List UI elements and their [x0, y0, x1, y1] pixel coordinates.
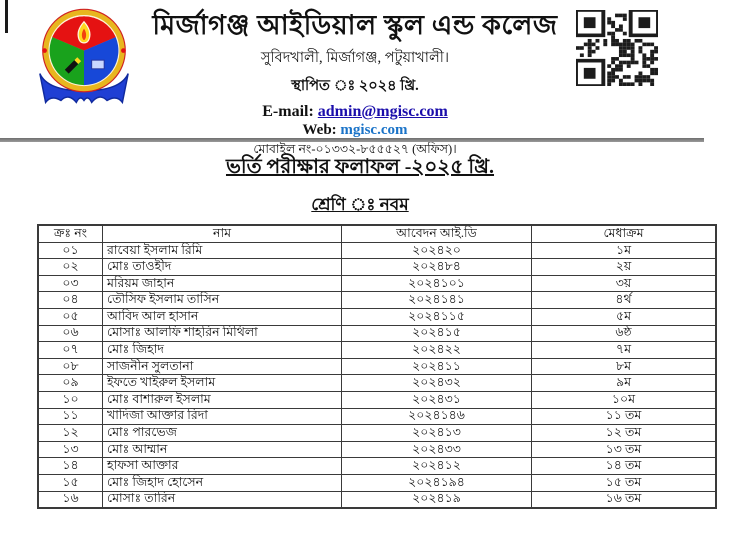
name-cell: মরিয়ম জাহান: [103, 275, 342, 292]
table-row: [38, 408, 716, 425]
serial-cell: ০৫: [38, 308, 103, 325]
header-name: নাম: [103, 225, 342, 242]
serial-cell: ০২: [38, 259, 103, 276]
merit-cell: ৭ম: [532, 342, 717, 359]
merit-cell: ১৩ তম: [532, 441, 717, 458]
serial-cell: ১৩: [38, 441, 103, 458]
serial-cell: ১৫: [38, 474, 103, 491]
serial-cell: ০৪: [38, 292, 103, 309]
table-row: [38, 425, 716, 442]
merit-cell: ৩য়: [532, 275, 717, 292]
serial-cell: ১৬: [38, 491, 103, 508]
result-title: ভর্তি পরীক্ষার ফলাফল -২০২৫ খ্রি.: [225, 156, 495, 178]
application-id-cell: ২০২৪১৯: [342, 491, 532, 508]
table-row: [38, 342, 716, 359]
application-id-cell: ২০২৪৩৩: [342, 441, 532, 458]
name-cell: মোঃ তাওহীদ: [103, 259, 342, 276]
application-id-cell: ২০২৪১১: [342, 358, 532, 375]
application-id-cell: ২০২৪১৪৬: [342, 408, 532, 425]
application-id-cell: ২০২৪৩১: [342, 391, 532, 408]
name-cell: খাদিজা আক্তার রিদা: [103, 408, 342, 425]
table-row: [38, 325, 716, 342]
name-cell: মোঃ পারভেজ: [103, 425, 342, 442]
name-cell: মোসাঃ তারিন: [103, 491, 342, 508]
results-table-body: [38, 242, 716, 508]
header-divider: [0, 138, 704, 142]
qr-code-icon: [576, 10, 658, 86]
application-id-cell: ২০২৪১৪১: [342, 292, 532, 309]
header-merit: মেধাক্রম: [532, 225, 717, 242]
name-cell: ইফতে খাইরুল ইসলাম: [103, 375, 342, 392]
web-line: [105, 122, 605, 139]
serial-cell: ০৯: [38, 375, 103, 392]
merit-cell: ১২ তম: [532, 425, 717, 442]
emblem-star-left: [42, 48, 47, 53]
name-cell: রাবেয়া ইসলাম রিমি: [103, 242, 342, 259]
merit-cell: ১১ তম: [532, 408, 717, 425]
name-cell: আবিদ আল হাসান: [103, 308, 342, 325]
mobile-line: মোবাইল নং-০১৩৩২-৮৫৫৫২৭ (অফিস)।: [253, 142, 457, 157]
results-table: [37, 224, 717, 509]
application-id-cell: ২০২৪১৩: [342, 425, 532, 442]
serial-cell: ০৬: [38, 325, 103, 342]
email-link[interactable]: admin@mgisc.com: [317, 103, 448, 121]
application-id-cell: ২০২৪১৫: [342, 325, 532, 342]
web-label: Web:: [302, 122, 337, 139]
name-cell: মোঃ বাশারুল ইসলাম: [103, 391, 342, 408]
school-name: মির্জাগঞ্জ আইডিয়াল স্কুল এন্ড কলেজ: [152, 10, 558, 40]
merit-cell: ৪র্থ: [532, 292, 717, 309]
name-cell: সাজনীন সুলতানা: [103, 358, 342, 375]
application-id-cell: ২০২৪১২: [342, 458, 532, 475]
name-cell: মোঃ জিহাদ হোসেন: [103, 474, 342, 491]
serial-cell: ১১: [38, 408, 103, 425]
application-id-cell: ২০২৪১৯৪: [342, 474, 532, 491]
serial-cell: ০৩: [38, 275, 103, 292]
name-cell: মোসাঃ আলফি শাহরিন মিথিলা: [103, 325, 342, 342]
name-cell: মোঃ আম্মান: [103, 441, 342, 458]
merit-cell: ১৫ তম: [532, 474, 717, 491]
school-address: সুবিদখালী, মির্জাগঞ্জ, পটুয়াখালী।: [260, 50, 450, 67]
application-id-cell: ২০২৪৮৪: [342, 259, 532, 276]
table-row: [38, 242, 716, 259]
web-link[interactable]: mgisc.com: [340, 122, 408, 139]
table-row: [38, 358, 716, 375]
merit-cell: ১ম: [532, 242, 717, 259]
merit-cell: ১৪ তম: [532, 458, 717, 475]
header-application-id: আবেদন আই.ডি: [342, 225, 532, 242]
application-id-cell: ২০২৪২০: [342, 242, 532, 259]
table-row: [38, 275, 716, 292]
name-cell: তৌসিফ ইসলাম তাসিন: [103, 292, 342, 309]
table-row: [38, 292, 716, 309]
merit-cell: ৮ম: [532, 358, 717, 375]
merit-cell: ১৬ তম: [532, 491, 717, 508]
table-row: [38, 441, 716, 458]
email-label: E-mail:: [262, 103, 314, 121]
table-row: [38, 391, 716, 408]
serial-cell: ১০: [38, 391, 103, 408]
table-row: [38, 474, 716, 491]
serial-cell: ১৪: [38, 458, 103, 475]
application-id-cell: ২০২৪৩২: [342, 375, 532, 392]
merit-cell: ৯ম: [532, 375, 717, 392]
serial-cell: ০১: [38, 242, 103, 259]
emblem-book-icon: [92, 60, 104, 69]
application-id-cell: ২০২৪১০১: [342, 275, 532, 292]
merit-cell: ২য়: [532, 259, 717, 276]
table-row: [38, 491, 716, 508]
merit-cell: ৬ষ্ঠ: [532, 325, 717, 342]
established-line: স্থাপিত ঃ ২০২৪ খ্রি.: [291, 78, 419, 95]
page-edge-mark: [5, 0, 8, 33]
table-row: [38, 375, 716, 392]
email-line: [105, 103, 605, 121]
class-line: শ্রেণি ঃ নবম: [311, 195, 409, 214]
table-row: [38, 308, 716, 325]
serial-cell: ০৮: [38, 358, 103, 375]
header-serial: ক্রঃ নং: [38, 225, 103, 242]
serial-cell: ১২: [38, 425, 103, 442]
serial-cell: ০৭: [38, 342, 103, 359]
name-cell: হাফসা আক্তার: [103, 458, 342, 475]
application-id-cell: ২০২৪২২: [342, 342, 532, 359]
table-row: [38, 259, 716, 276]
table-header-row: [38, 225, 716, 242]
merit-cell: ৫ম: [532, 308, 717, 325]
merit-cell: ১০ম: [532, 391, 717, 408]
table-row: [38, 458, 716, 475]
application-id-cell: ২০২৪১১৫: [342, 308, 532, 325]
name-cell: মোঃ জিহাদ: [103, 342, 342, 359]
